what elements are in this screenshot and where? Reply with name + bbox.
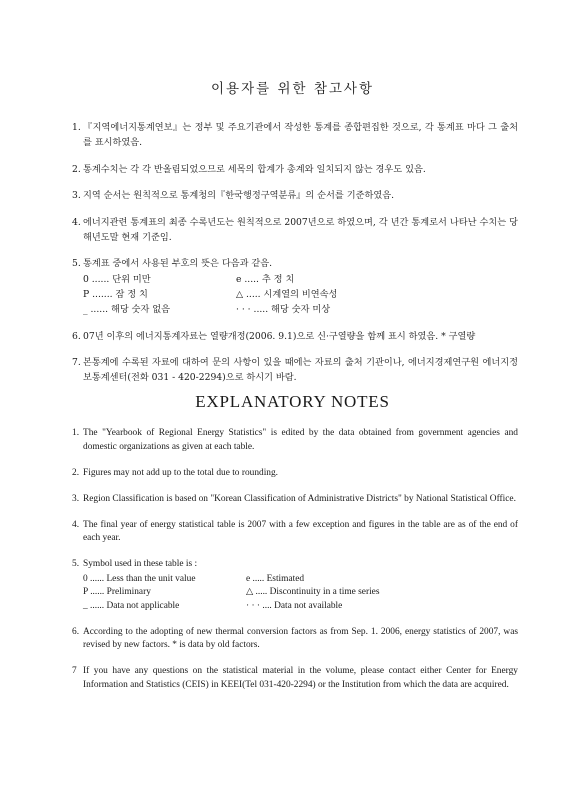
symbol-row xyxy=(83,600,518,614)
note-text: Region Classification is based on "Korean Classification of Administrative Districts" by National Statistical Office. xyxy=(83,493,516,504)
symbol-definition: P ....... 잠 정 치 xyxy=(83,289,148,300)
note-number: 6. xyxy=(72,626,80,637)
note-number: 5. xyxy=(72,258,81,269)
note-text: According to the adopting of new thermal conversion factors as from Sep. 1. 2006, energy statistics of 2007, was revised by new factors. * is data by old factors. xyxy=(83,626,518,650)
symbol-definition: △ ..... 시계열의 비연속성 xyxy=(236,289,338,300)
note-text: 통계수치는 각 각 반올림되었으므로 세목의 합계가 총계와 일치되지 않는 경우도 있음. xyxy=(83,163,426,175)
note-number: 7 xyxy=(72,666,77,676)
english-note xyxy=(72,493,518,507)
symbol-row xyxy=(83,573,518,587)
symbol-definition: · · · ..... 해당 숫자 미상 xyxy=(236,304,331,315)
symbol-definition: · · · .... Data not available xyxy=(246,600,343,611)
note-number: 1. xyxy=(72,122,81,133)
korean-note xyxy=(72,215,518,245)
note-body xyxy=(83,558,518,613)
note-number: 5. xyxy=(72,559,80,569)
symbol-row xyxy=(83,272,518,287)
note-text: 07년 이후의 에너지통계자료는 열량개정(2006. 9.1)으로 신·구열량을 함께 표시 하였음. * 구열량 xyxy=(83,330,476,342)
note-text: 에너지관련 통계표의 최종 수록년도는 원칙적으로 2007년으로 하였으며, 각 년간 통계로서 나타난 수치는 당해년도말 현재 기준임. xyxy=(83,216,518,243)
note-number: 7. xyxy=(72,357,81,368)
english-title: EXPLANATORY NOTES xyxy=(195,392,390,411)
symbol-definition: e ..... 추 정 치 xyxy=(236,274,295,285)
note-text: 지역 순서는 원칙적으로 통계청의『한국행정구역분류』의 순서를 기준하였음. xyxy=(83,190,395,201)
note-number: 2. xyxy=(72,163,81,175)
korean-note xyxy=(72,256,518,317)
symbol-row xyxy=(83,287,518,302)
symbol-definition: _ ...... Data not applicable xyxy=(83,600,180,611)
symbol-definition: _ ...... 해당 숫자 없음 xyxy=(83,304,171,315)
symbol-row xyxy=(83,302,518,317)
korean-symbol-legend xyxy=(83,272,518,317)
english-note xyxy=(72,665,518,692)
korean-note xyxy=(72,120,518,150)
note-body xyxy=(83,256,518,317)
symbol-row xyxy=(83,586,518,600)
korean-title: 이용자를 위한 참고사항 xyxy=(211,81,374,97)
english-symbol-legend xyxy=(83,573,518,614)
note-number: 3. xyxy=(72,493,80,504)
symbol-definition: 0 ...... Less than the unit value xyxy=(83,573,196,584)
english-notes-list xyxy=(72,427,518,705)
note-text: Figures may not add up to the total due to rounding. xyxy=(83,467,279,478)
note-text: Symbol used in these table is : xyxy=(83,559,198,569)
note-number: 3. xyxy=(72,190,81,201)
korean-notes-list xyxy=(72,120,518,397)
note-text: 본통계에 수록된 자료에 대하여 문의 사항이 있을 때에는 자료의 출처 기관이나, 에너지경제연구원 에너지정보통계센터(전화 031 - 420-2294)으로 하시기 바람. xyxy=(83,357,518,383)
english-note xyxy=(72,427,518,454)
english-note xyxy=(72,519,518,546)
note-text: 통계표 중에서 사용된 부호의 뜻은 다음과 같음. xyxy=(83,258,273,269)
korean-note xyxy=(72,188,518,203)
note-text: The final year of energy statistical table is 2007 with a few exception and figures in the table are as of the end of each year. xyxy=(83,519,518,543)
english-note xyxy=(72,626,518,653)
note-number: 4. xyxy=(72,519,80,530)
symbol-definition: 0 ...... 단위 미만 xyxy=(83,274,151,285)
english-note xyxy=(72,467,518,481)
note-number: 6. xyxy=(72,330,81,342)
note-text: The "Yearbook of Regional Energy Statistics" is edited by the data obtained from government agencies and domestic organizations as given at each table. xyxy=(83,428,518,452)
note-number: 1. xyxy=(72,428,80,438)
korean-note xyxy=(72,355,518,385)
note-number: 2. xyxy=(72,467,80,478)
note-text: If you have any questions on the statistical material in the volume, please contact either Center for Energy Information and Statistics (CEIS) in KEEI(Tel 031-420-2294) or the Institution from which the data are acquired. xyxy=(83,666,518,690)
note-text: 『지역에너지통계연보』는 정부 및 주요기관에서 작성한 통계를 종합편집한 것으로, 각 통계표 마다 그 출처를 표시하였음. xyxy=(83,122,518,148)
symbol-definition: △ ..... Discontinuity in a time series xyxy=(246,587,380,597)
note-number: 4. xyxy=(72,216,81,228)
symbol-definition: e ..... Estimated xyxy=(246,573,305,584)
english-note xyxy=(72,558,518,613)
korean-note xyxy=(72,329,518,344)
korean-note xyxy=(72,162,518,177)
symbol-definition: P ...... Preliminary xyxy=(83,587,151,597)
